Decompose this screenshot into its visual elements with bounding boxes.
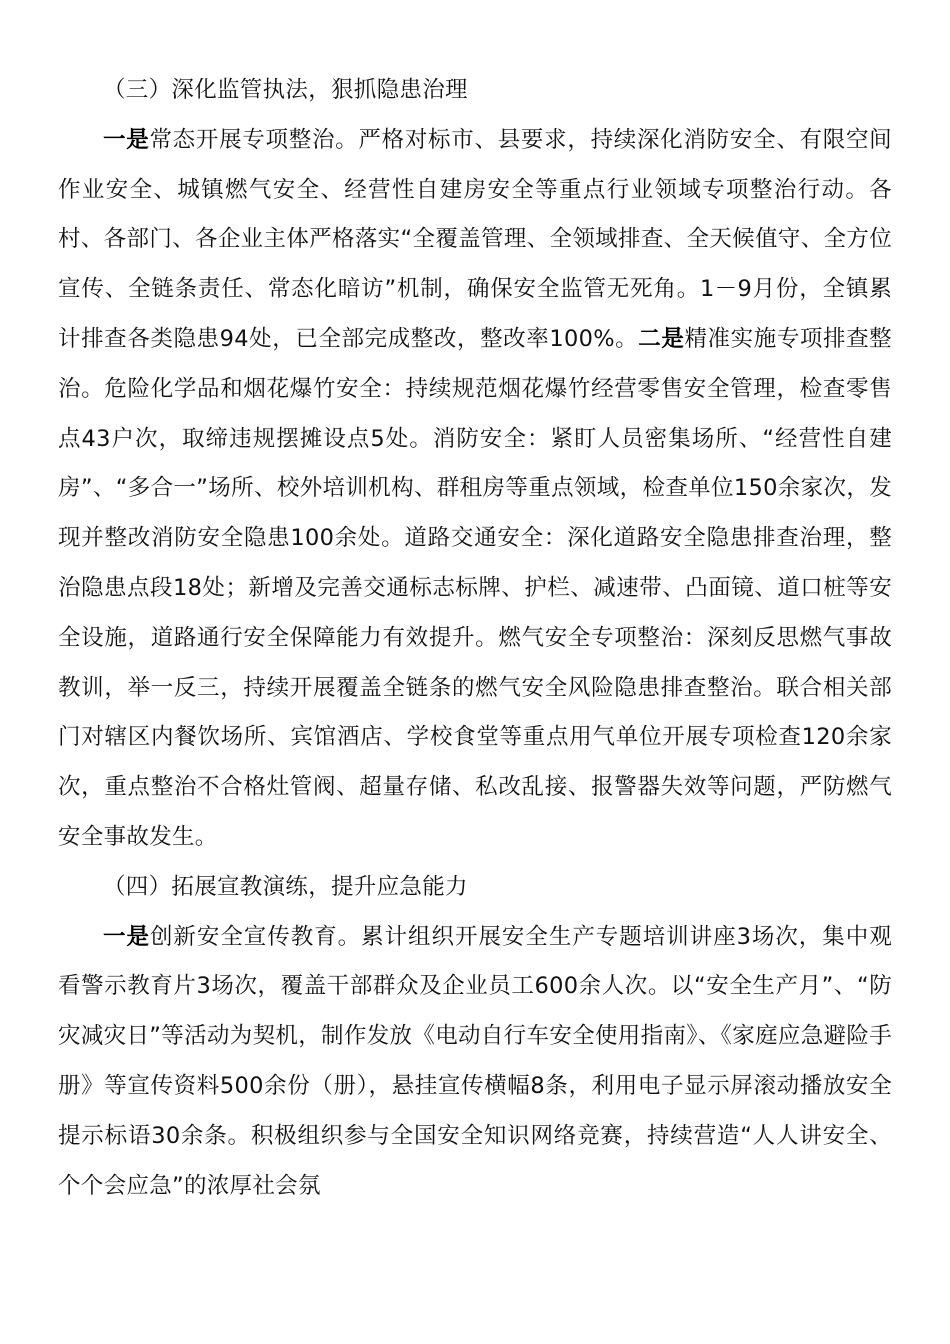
section-4-paragraph — [58, 913, 892, 1212]
lead-label-3: 一是 — [103, 923, 150, 950]
paragraph-text-2: 精准实施专项排查整治。危险化学品和烟花爆竹安全：持续规范烟花爆竹经营零售安全管理，检查零售点43户次，取缔违规摆摊设点5处。消防安全：紧盯人员密集场所、“经营性自建房”、“多合一”场所、校外培训机构、群租房等重点领域，检查单位150余家次，发现并整改消防安全隐患100余处。道路交通安全：深化道路安全隐患排查治理，整治隐患点段18处；新增及完善交通标志标牌、护栏、减速带、凸面镜、道口桩等安全设施，道路通行安全保障能力有效提升。燃气安全专项整治：深刻反思燃气事故教训，举一反三，持续开展覆盖全链条的燃气安全风险隐患排查整治。联合相关部门对辖区内餐饮场所、宾馆酒店、学校食堂等重点用气单位开展专项检查120余家次，重点整治不合格灶管阀、超量存储、私改乱接、报警器失效等问题，严防燃气安全事故发生。 — [58, 325, 892, 850]
paragraph-text-3: 创新安全宣传教育。累计组织开展安全生产专题培训讲座3场次，集中观看警示教育片3场次，覆盖干部群众及企业员工600余人次。以“安全生产月”、“防灾减灾日”等活动为契机，制作发放《电动自行车安全使用指南》、《家庭应急避险手册》等宣传资料500余份（册），悬挂宣传横幅8条，利用电子显示屏滚动播放安全提示标语30余条。积极组织参与全国安全知识网络竞赛，持续营造“人人讲安全、个个会应急”的浓厚社会氛 — [58, 923, 892, 1199]
section-3-paragraph — [58, 116, 892, 863]
section-heading-4: （四）拓展宣教演练，提升应急能力 — [103, 873, 468, 900]
lead-label-1: 一是 — [103, 126, 150, 153]
document-body — [58, 66, 892, 1211]
paragraph-text-1: 常态开展专项整治。严格对标市、县要求，持续深化消防安全、有限空间作业安全、城镇燃气安全、经营性自建房安全等重点行业领域专项整治行动。各村、各部门、各企业主体严格落实“全覆盖管理、全领域排查、全天候值守、全方位宣传、全链条责任、常态化暗访”机制，确保安全监管无死角。1－9月份，全镇累计排查各类隐患94处，已全部完成整改，整改率100%。 — [58, 126, 892, 352]
lead-label-2: 二是 — [638, 325, 685, 352]
section-heading-3: （三）深化监管执法，狠抓隐患治理 — [103, 77, 468, 103]
